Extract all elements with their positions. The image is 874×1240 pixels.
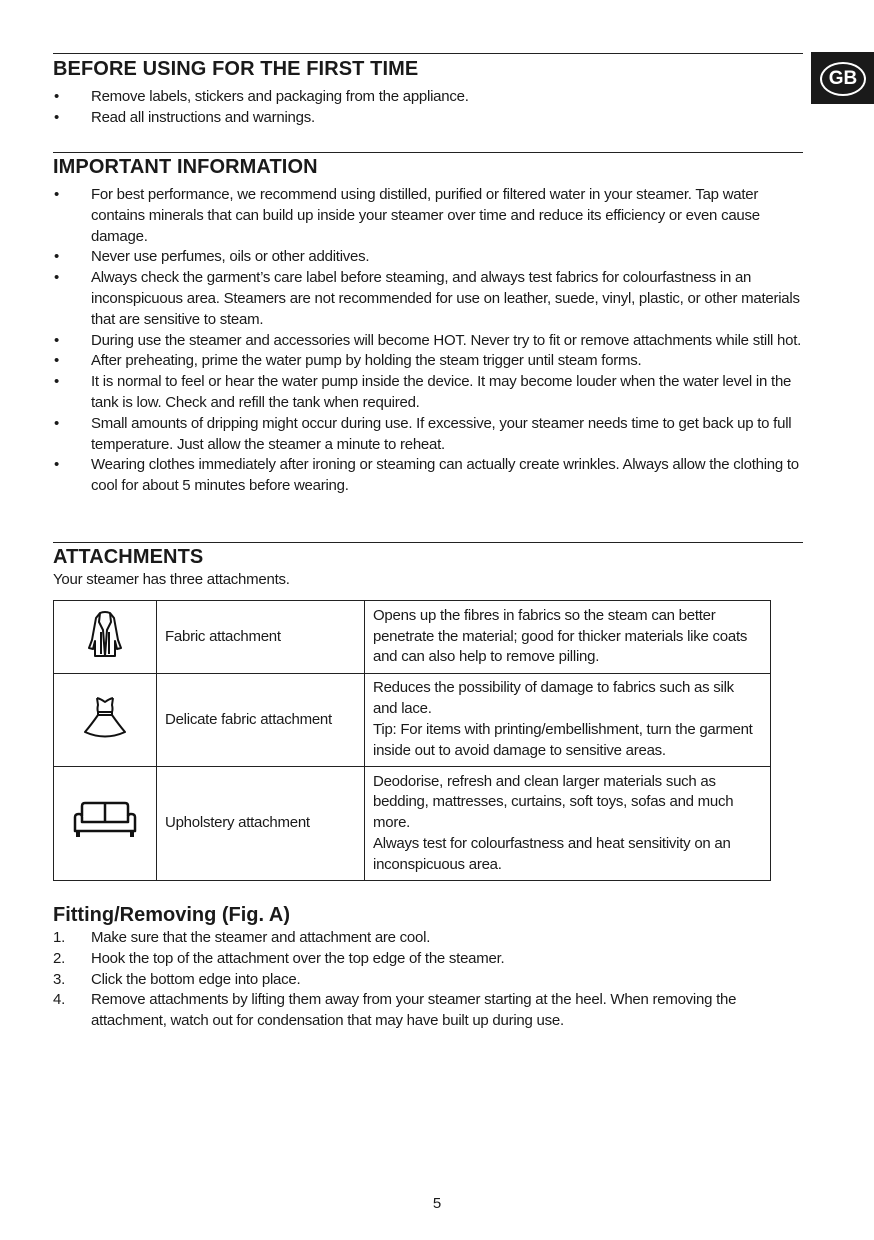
language-tab-gb xyxy=(811,52,874,104)
list-item: 1. Make sure that the steamer and attachment are cool. xyxy=(53,929,431,946)
section-title: IMPORTANT INFORMATION xyxy=(53,156,318,178)
list-item: • During use the steamer and accessories will become HOT. Never try to fit or remove attachments while still hot. xyxy=(54,331,802,349)
list-item: • Always check the garment’s care label before steaming, and always test fabrics for colourfastness in an inconspicuous area. Steamers are not recommended for use on leather, suede, vinyl, plastic, or other materials that are sensitive to steam. xyxy=(54,269,800,328)
sofa-icon xyxy=(72,800,138,840)
section-title: Fitting/Removing (Fig. A) xyxy=(53,904,291,926)
attachment-name: Delicate fabric attachment xyxy=(157,674,365,767)
attachment-description: Deodorise, refresh and clean larger materials such as bedding, mattresses, curtains, soft toys, sofas and much more. Always test for colourfastness and heat sensitivity on an inconspicuous area. xyxy=(365,767,771,881)
list-item: • Remove labels, stickers and packaging from the appliance. xyxy=(54,88,469,105)
attachments-table xyxy=(53,600,771,881)
coat-icon xyxy=(87,610,123,658)
language-label: GB xyxy=(820,62,866,96)
section-title: ATTACHMENTS xyxy=(53,546,204,568)
page-number: 5 xyxy=(432,1195,442,1212)
dress-icon xyxy=(83,695,127,739)
section-attachments xyxy=(53,542,803,591)
list-item: • Never use perfumes, oils or other additives. xyxy=(54,248,370,266)
attachments-intro: Your steamer has three attachments. xyxy=(53,571,290,588)
list-item: 2. Hook the top of the attachment over the top edge of the steamer. xyxy=(53,949,505,967)
list-item: • Wearing clothes immediately after ironing or steaming can actually create wrinkles. Always allow the clothing to cool for about 5 minutes before wearing. xyxy=(54,456,799,495)
attachment-name: Fabric attachment xyxy=(157,601,365,674)
list-item: 4. Remove attachments by lifting them away from your steamer starting at the heel. When removing the attachment, watch out for condensation that may have built up during use. xyxy=(53,991,737,1030)
attachment-description: Opens up the fibres in fabrics so the steam can better penetrate the material; good for thicker materials like coats and can also help to remove pilling. xyxy=(365,601,771,674)
list-item: • Read all instructions and warnings. xyxy=(54,108,315,126)
section-fitting-removing xyxy=(53,902,803,1032)
list-item: • After preheating, prime the water pump by holding the steam trigger until steam forms. xyxy=(54,352,642,370)
list-item: • For best performance, we recommend using distilled, purified or filtered water in your steamer. Tap water contains minerals that can build up inside your steamer over time and reduce its efficiency or even cause damage. xyxy=(54,186,760,245)
table-row xyxy=(54,601,771,674)
table-row xyxy=(54,767,771,881)
list-item: • Small amounts of dripping might occur during use. If excessive, your steamer needs time to get back up to full temperature. Just allow the steamer a minute to reheat. xyxy=(54,414,792,453)
list-item: • It is normal to feel or hear the water pump inside the device. It may become louder when the water level in the tank is low. Check and refill the tank when required. xyxy=(54,373,792,411)
list-item: 3. Click the bottom edge into place. xyxy=(53,970,301,988)
section-important-information xyxy=(53,152,803,497)
attachment-name: Upholstery attachment xyxy=(157,767,365,881)
section-before-first-use xyxy=(53,53,803,129)
attachment-description: Reduces the possibility of damage to fabrics such as silk and lace. Tip: For items with printing/embellishment, turn the garment inside out to avoid damage to sensitive areas. xyxy=(365,674,771,767)
table-row xyxy=(54,674,771,767)
section-title: BEFORE USING FOR THE FIRST TIME xyxy=(53,58,419,80)
